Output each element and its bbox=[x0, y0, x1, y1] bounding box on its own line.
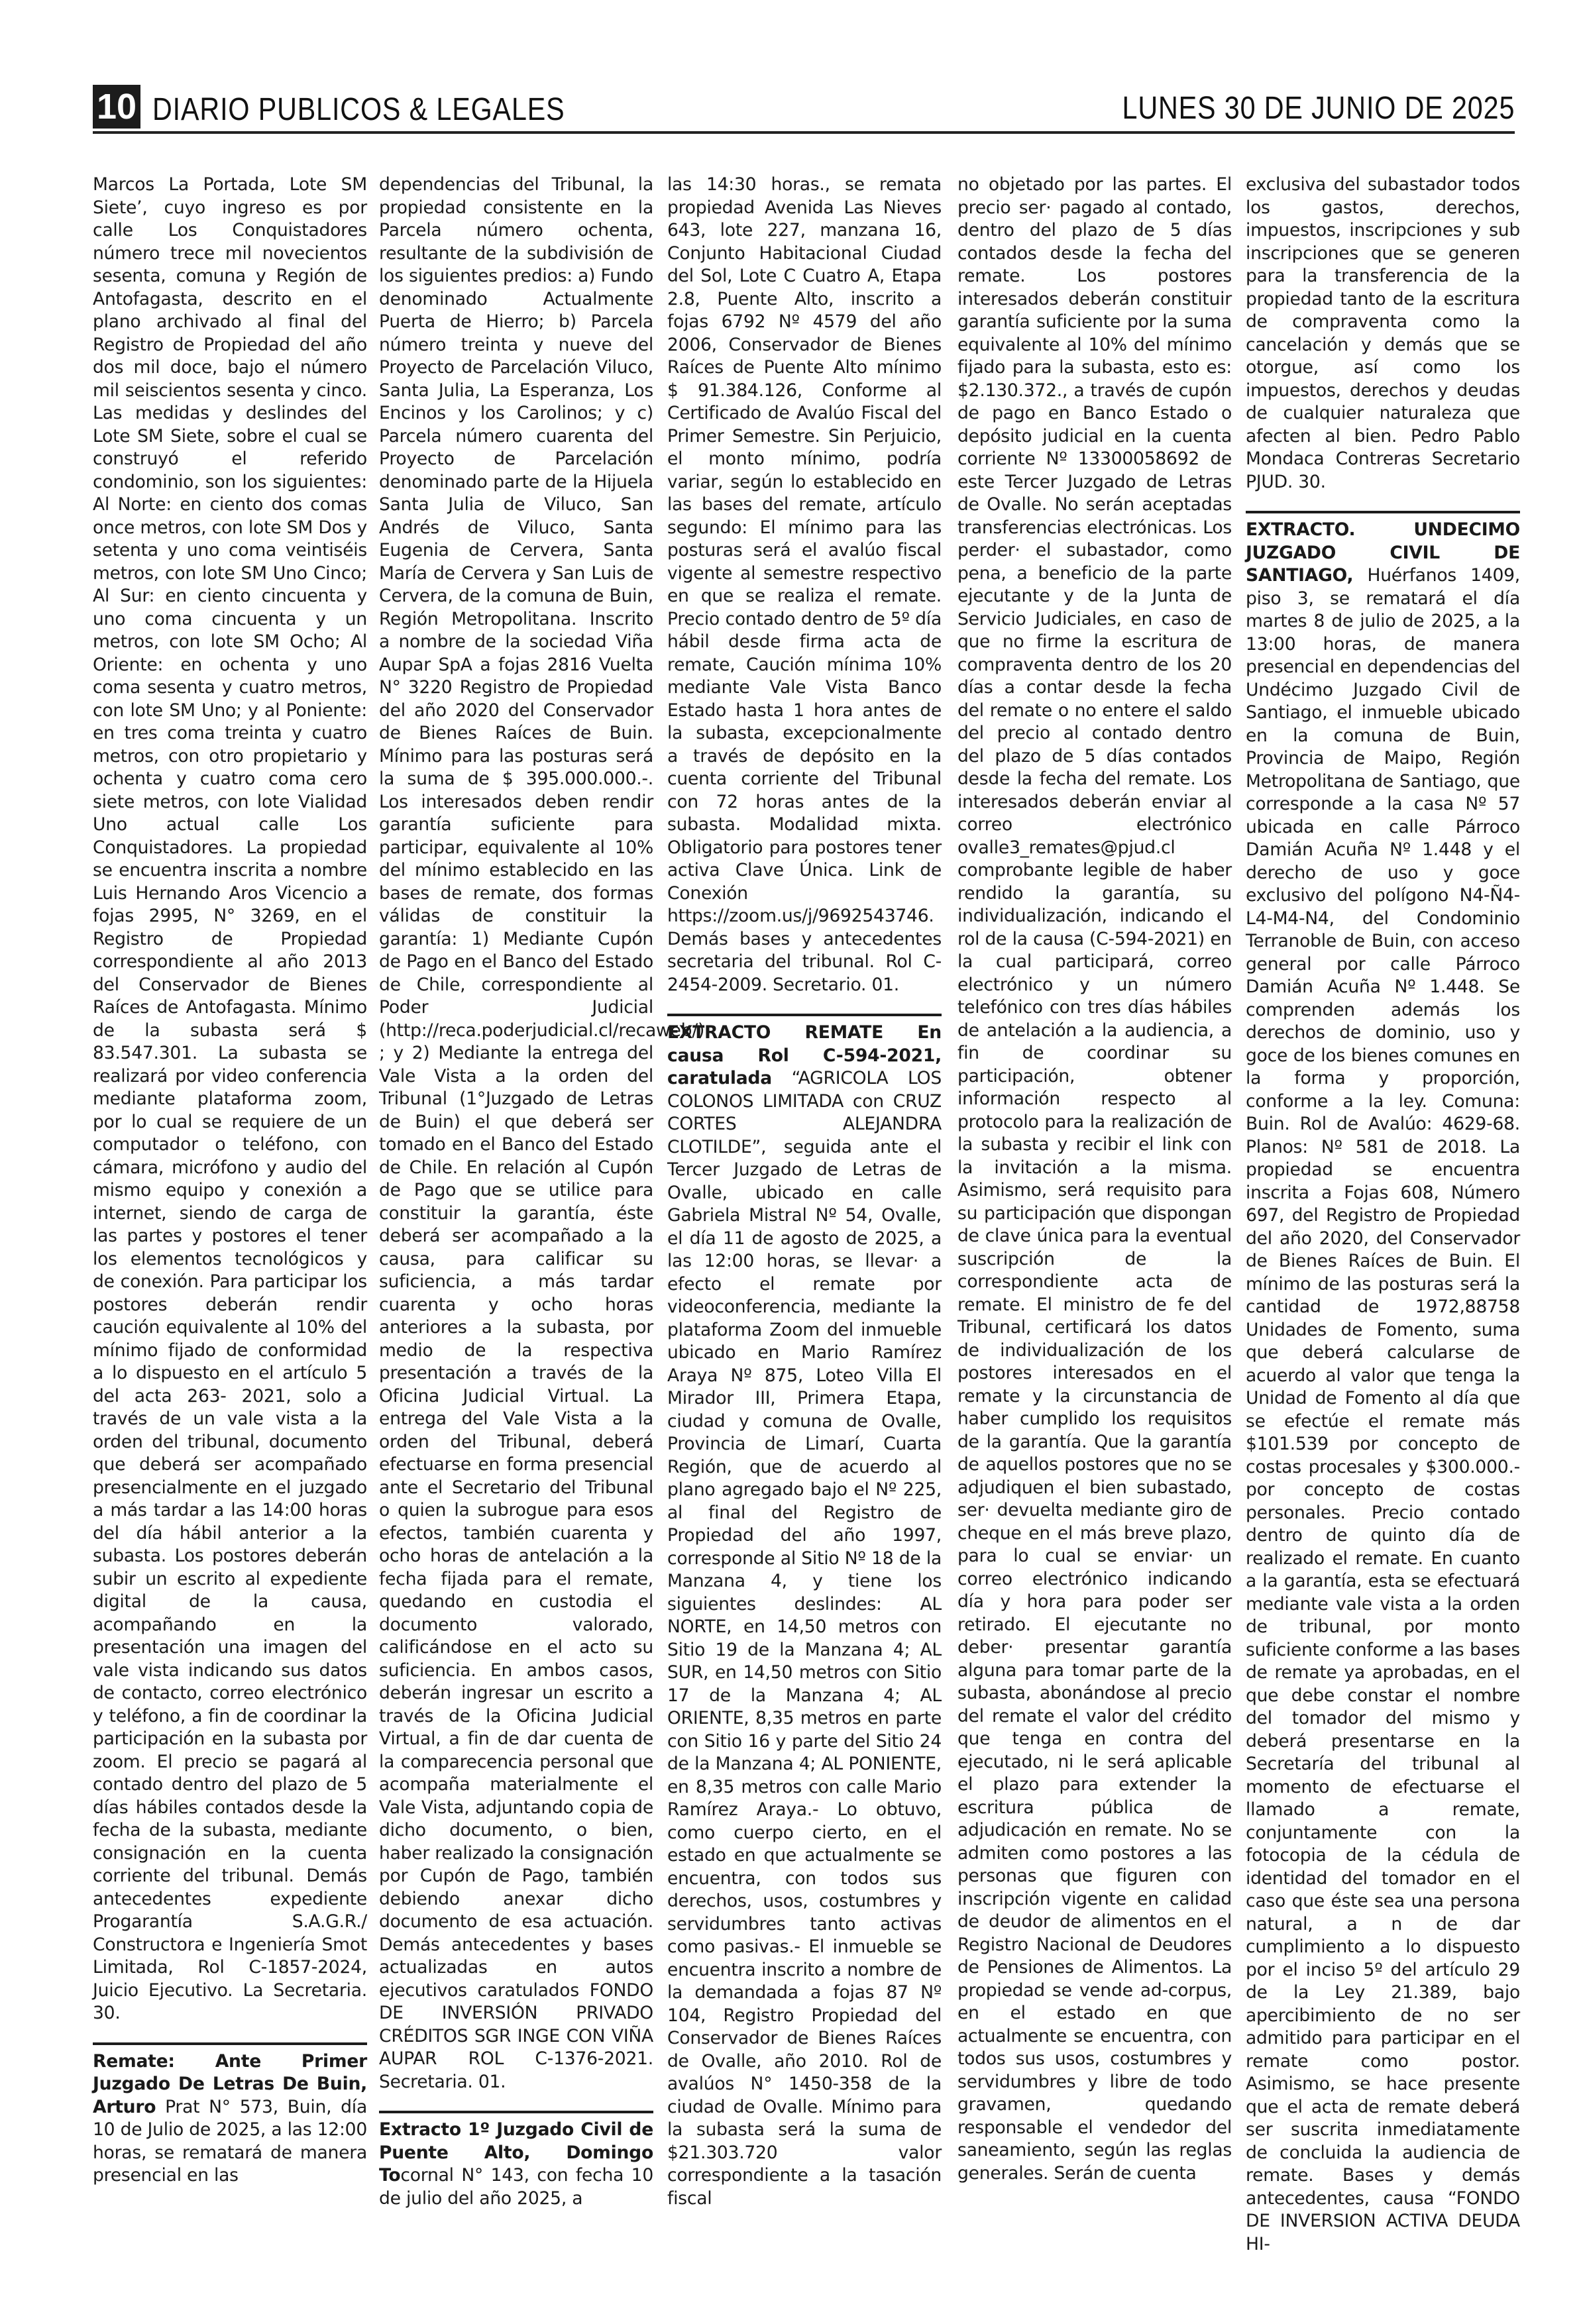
notice-puente-alto bbox=[379, 2119, 653, 2210]
notice-continuation-text: dependencias del Tribunal, la propiedad consistente en la Parcela número ochenta, resultante de la subdivisión de los siguientes predios: a) Fundo denominado Actualmente Puerta de Hierro; b) Parcela número treinta y nueve del Proyecto de Parcelación Viluco, Santa Julia, La Esperanza, Los Encinos y los Carolinos; y c) Parcela número cuarenta del Proyecto de Parcelación denominado parte de la Hijuela Santa Julia de Viluco, San Andrés de Viluco, Santa Eugenia de Cervera, Santa María de Cervera y San Luis de Cervera, de la comuna de Buin, Región Metropolitana. Inscrito a nombre de la sociedad Viña Aupar SpA a fojas 2816 Vuelta N° 3220 Registro de Propiedad del año 2020 del Conservador de Bienes Raíces de Buin. Mínimo para las posturas será la suma de $ 395.000.000.-. Los interesados deben rendir garantía suficiente para participar, equivalente al 10% del mínimo establecido en las bases de remate, dos formas válidas de constituir la garantía: 1) Mediante Cupón de Pago en el Banco del Estado de Chile, correspondiente al Poder Judicial (http://reca.poderjudicial.cl/recaweb/) ; y 2) Mediante la entrega del Vale Vista a la orden del Tribunal (1°Juzgado de Letras de Buin) el que deberá ser tomado en el Banco del Estado de Chile. En relación al Cupón de Pago que se utilice para constituir la garantía, éste deberá ser acompañado a la causa, para calificar su suficiencia, a más tardar cuarenta y ocho horas anteriores a la subasta, por medio de la respectiva presentación a través de la Oficina Judicial Virtual. La entrega del Vale Vista a la orden del Tribunal, deberá efectuarse en forma presencial ante el Secretario del Tribunal o quien la subrogue para esos efectos, también cuarenta y ocho horas de antelación a la fecha fijada para el remate, quedando en custodia el documento valorado, calificándose en el acto su suficiencia. En ambos casos, deberán ingresar un escrito a través de la Oficina Judicial Virtual, a fin de dar cuenta de la comparecencia personal que acompaña materialmente el Vale Vista, adjuntando copia de dicho documento, o bien, haber realizado la consignación por Cupón de Pago, también debiendo anexar dicho documento de esa actuación. Demás antecedentes y bases actualizadas en autos ejecutivos caratulados FONDO DE INVERSIÓN PRIVADO CRÉDITOS SGR INGE CON VIÑA AUPAR ROL C-1376-2021. Secretaria. 01. bbox=[379, 174, 705, 2092]
column-1 bbox=[93, 174, 367, 2300]
notice-divider bbox=[379, 2111, 653, 2113]
column-2 bbox=[379, 174, 705, 2300]
publication-title: DIARIO PUBLICOS & LEGALES bbox=[152, 92, 565, 127]
notice-heading: EXTRACTO. UNDECIMO JUZGADO CIVIL DE SANTIAGO, bbox=[1246, 519, 1520, 586]
page-number: 10 bbox=[93, 85, 140, 129]
notice-divider bbox=[1246, 511, 1520, 513]
notice-body: Huérfanos 1409, piso 3, se rematará el día martes 8 de julio de 2025, a la 13:00 horas, de manera presencial en dependencias del Undécimo Juzgado Civil de Santiago, el inmueble ubicado en la comuna de Buin, Provincia de Maipo, Región Metropolitana de Santiago, que corresponde a la casa Nº 57 ubicada en calle Párroco Damián Acuña Nº 1.448 y el derecho de uso y goce exclusivo del polígono N4-Ñ4-L4-M4-N4, del Condominio Terranoble de Buin, con acceso general por calle Párroco Damián Acuña Nº 1.448. Se comprenden además los derechos de dominio, uso y goce de los bienes comunes en la forma y proporción, conforme a la ley. Comuna: Buin. Rol de Avalúo: 4629-68. Planos: Nº 581 de 2018. La propiedad se encuentra inscrita a Fojas 608, Número 697, del Registro de Propiedad del año 2020, del Conservador de Bienes Raíces de Buin. El mínimo de las posturas será la cantidad de 1972,88758 Unidades de Fomento, suma que deberá calcularse de acuerdo al valor que tenga la Unidad de Fomento al día que se efectúe el remate más $101.539 por concepto de costas procesales y $300.000.- por concepto de costas personales. Precio contado dentro de quinto día de realizado el remate. En cuanto a la garantía, esta se efectuará mediante vale vista a la orden de tribunal, por monto suficiente conforme a las bases de remate ya aprobadas, en el que debe constar el nombre del tomador del mismo y deberá presentarse en la Secretaría del tribunal al momento de efectuarse el llamado a remate, conjuntamente con la fotocopia de la cédula de identidad del tomador en el caso que éste sea una persona natural, a n de dar cumplimiento a lo dispuesto por el inciso 5º del artículo 29 de la Ley 21.389, bajo apercibimiento de no ser admitido para participar en el remate como postor. Asimismo, se hace presente que el acta de remate deberá ser suscrita inmediatamente de concluida la audiencia de remate. Bases y demás antecedentes, causa “FONDO DE INVERSION ACTIVA DEUDA HI- bbox=[1246, 565, 1520, 2254]
notice-body: Prat N° 573, Buin, día 10 de Julio de 2025, a las 12:00 horas, se rematará de manera presencial en las bbox=[93, 2096, 367, 2186]
notice-santiago-extracto bbox=[1246, 519, 1520, 2256]
notice-ovalle-remate bbox=[667, 1022, 942, 2210]
notice-body: cornal N° 143, con fecha 10 de julio del año 2025, a bbox=[379, 2165, 653, 2209]
notice-divider bbox=[667, 1014, 942, 1016]
publication-date: LUNES 30 DE JUNIO DE 2025 bbox=[1122, 91, 1515, 126]
notice-continuation-text: las 14:30 horas., se remata propiedad Avenida Las Nieves 643, lote 227, manzana 16, Conjunto Habitacional Ciudad del Sol, Lote C Cuatro A, Etapa 2.8, Puente Alto, inscrito a fojas 6792 Nº 4579 del año 2006, Conservador de Bienes Raíces de Puente Alto mínimo $ 91.384.126, Conforme al Certificado de Avalúo Fiscal del Primer Semestre. Sin Perjuicio, el monto mínimo, podría variar, según lo establecido en las bases del remate, artículo segundo: El mínimo para las posturas será el avalúo fiscal vigente al semestre respectivo en que se realiza el remate. Precio contado dentro de 5º día hábil desde firma acta de remate, Caución mínima 10% mediante Vale Vista Banco Estado hasta 1 hora antes de la subasta, excepcionalmente a través de depósito en la cuenta corriente del Tribunal con 72 horas antes de la subasta. Modalidad mixta. Obligatorio para postores tener activa Clave Única. Link de Conexión https://zoom.us/j/9692543746. Demás bases y antecedentes secretaria del tribunal. Rol C-2454-2009. Secretario. 01. bbox=[667, 174, 942, 995]
notice-buin-remate bbox=[93, 2050, 367, 2188]
column-4 bbox=[957, 174, 1232, 2300]
notice-divider bbox=[93, 2042, 367, 2045]
notice-heading: Extracto 1º Juzgado Civil de Puente Alto, Domingo To bbox=[379, 2119, 653, 2186]
notice-continuation-text: no objetado por las partes. El precio ser· pagado al contado, dentro del plazo de 5 días contados desde la fecha del remate. Los postores interesados deberán constituir garantía suficiente por la suma equivalente al 10% del mínimo fijado para la subasta, esto es: $2.130.372., a través de cupón de pago en Banco Estado o depósito judicial en la cuenta corriente Nº 13300058692 de este Tercer Juzgado de Letras de Ovalle. No serán aceptadas transferencias electrónicas. Los perder· el subastador, como pena, a beneficio de la parte ejecutante y de la Junta de Servicio Judiciales, en caso de que no firme la escritura de compraventa dentro de los 20 días a contar desde la fecha del remate o no entere el saldo del precio al contado dentro del plazo de 5 días contados desde la fecha del remate. Los interesados deberán enviar al correo electrónico ovalle3_remates@pjud.cl comprobante legible de haber rendido la garantía, su individualización, indicando el rol de la causa (C-594-2021) en la cual participará, correo electrónico y un número telefónico con tres días hábiles de antelación a la audiencia, a fin de coordinar su participación, obtener información respecto al protocolo para la realización de la subasta y recibir el link con la invitación a la misma. Asimismo, será requisito para su participación que dispongan de clave única para la eventual suscripción de la correspondiente acta de remate. El ministro de fe del Tribunal, certificará los datos de individualización de los postores interesados en el remate y la circunstancia de haber cumplido los requisitos de la garantía. Que la garantía de aquellos postores que no se adjudiquen el bien subastado, ser· devuelta mediante giro de cheque en el más breve plazo, para lo cual se enviar· un correo electrónico indicando día y hora para poder ser retirado. El ejecutante no deber· presentar garantía alguna para tomar parte de la subasta, abonándose al precio del remate el valor del crédito que tenga en contra del ejecutado, ni le será aplicable el plazo para extender la escritura pública de adjudicación en remate. No se admiten como postores a las personas que figuren con inscripción vigente en calidad de deudor de alimentos en el Registro Nacional de Deudores de Pensiones de Alimentos. La propiedad se vende ad-corpus, en el estado en que actualmente se encuentra, con todos sus usos, costumbres y servidumbres y libre de todo gravamen, quedando responsable el vendedor del saneamiento, según las reglas generales. Serán de cuenta bbox=[957, 174, 1232, 2184]
notice-body: “AGRICOLA LOS COLONOS LIMITADA con CRUZ CORTES ALEJANDRA CLOTILDE”, seguida ante el Tercer Juzgado de Letras de Ovalle, ubicado en calle Gabriela Mistral Nº 54, Ovalle, el día 11 de agosto de 2025, a las 12:00 horas, se llevar· a efecto el remate por videoconferencia, mediante la plataforma Zoom del inmueble ubicado en Mario Ramírez Araya Nº 875, Loteo Villa El Mirador III, Primera Etapa, ciudad y comuna de Ovalle, Provincia de Limarí, Cuarta Región, que de acuerdo al plano agregado bajo el Nº 225, al final del Registro de Propiedad del año 1997, corresponde al Sitio Nº 18 de la Manzana 4, y tiene los siguientes deslindes: AL NORTE, en 14,50 metros con Sitio 19 de la Manzana 4; AL SUR, en 14,50 metros con Sitio 17 de la Manzana 4; AL ORIENTE, 8,35 metros en parte con Sitio 16 y parte del Sitio 24 de la Manzana 4; AL PONIENTE, en 8,35 metros con calle Mario Ramírez Araya.- Lo obtuvo, como cuerpo cierto, en el estado en que actualmente se encuentra, con todos sus derechos, usos, costumbres y servidumbres tanto activas como pasivas.- El inmueble se encuentra inscrito a nombre de la demandada a fojas 87 Nº 104, Registro Propiedad del Conservador de Bienes Raíces de Ovalle, año 2010. Rol de avalúos N° 1450-358 de la ciudad de Ovalle. Mínimo para la subasta será la suma de $21.303.720 valor correspondiente a la tasación fiscal bbox=[667, 1068, 942, 2209]
notice-continuation-text: exclusiva del subastador todos los gastos, derechos, impuestos, inscripciones y sub inscripciones que se generen para la transferencia de la propiedad tanto de la escritura de compraventa como la cancelación y demás que se otorgue, así como los impuestos, derechos y deudas de cualquier naturaleza que afecten al bien. Pedro Pablo Mondaca Contreras Secretario PJUD. 30. bbox=[1246, 174, 1520, 492]
notice-continuation-text: Marcos La Portada, Lote SM Siete’, cuyo ingreso es por calle Los Conquistadores número trece mil novecientos sesenta, comuna y Región de Antofagasta, descrito en el plano archivado al final del Registro de Propiedad del año dos mil doce, bajo el número mil seiscientos sesenta y cinco. Las medidas y deslindes del Lote SM Siete, sobre el cual se construyó el referido condominio, son los siguientes: Al Norte: en ciento dos comas once metros, con lote SM Dos y setenta y uno coma veintiséis metros, con lote SM Uno Cinco; Al Sur: en ciento cincuenta y uno coma cincuenta y un metros, con lote SM Ocho; Al Oriente: en ochenta y uno coma sesenta y cuatro metros, con lote SM Uno; y al Poniente: en tres coma treinta y cuatro metros, con otro propietario y ochenta y cuatro coma cero siete metros, con lote Vialidad Uno actual calle Los Conquistadores. La propiedad se encuentra inscrita a nombre Luis Hernando Aros Vicencio a fojas 2995, N° 3269, en el Registro de Propiedad correspondiente al año 2013 del Conservador de Bienes Raíces de Antofagasta. Mínimo de la subasta será $ 83.547.301. La subasta se realizará por video conferencia mediante plataforma zoom, por lo cual se requiere de un computador o teléfono, con cámara, micrófono y audio del mismo equipo y conexión a internet, siendo de carga de las partes y postores el tener los elementos tecnológicos y de conexión. Para participar los postores deberán rendir caución equivalente al 10% del mínimo fijado de conformidad a lo dispuesto en el artículo 5 del acta 263- 2021, solo a través de un vale vista a la orden del tribunal, documento que deberá ser acompañado presencialmente en el juzgado a más tardar a las 14:00 horas del día hábil anterior a la subasta. Los postores deberán subir un escrito al expediente digital de la causa, acompañando en la presentación una imagen del vale vista indicando sus datos de contacto, correo electrónico y teléfono, a fin de coordinar la participación en la subasta por zoom. El precio se pagará al contado dentro del plazo de 5 días hábiles contados desde la fecha de la subasta, mediante consignación en la cuenta corriente del tribunal. Demás antecedentes expediente Progarantía S.A.G.R./ Constructora e Ingeniería Smot Limitada, Rol C-1857-2024, Juicio Ejecutivo. La Secretaria. 30. bbox=[93, 174, 367, 2023]
column-3 bbox=[667, 174, 942, 2300]
notice-heading: Remate: Ante Primer Juzgado De Letras De Buin, Arturo bbox=[93, 2050, 367, 2117]
page-header bbox=[93, 83, 1515, 134]
column-5 bbox=[1246, 174, 1520, 2300]
notice-heading: EXTRACTO REMATE En causa Rol C-594-2021, caratulada bbox=[667, 1022, 942, 1088]
